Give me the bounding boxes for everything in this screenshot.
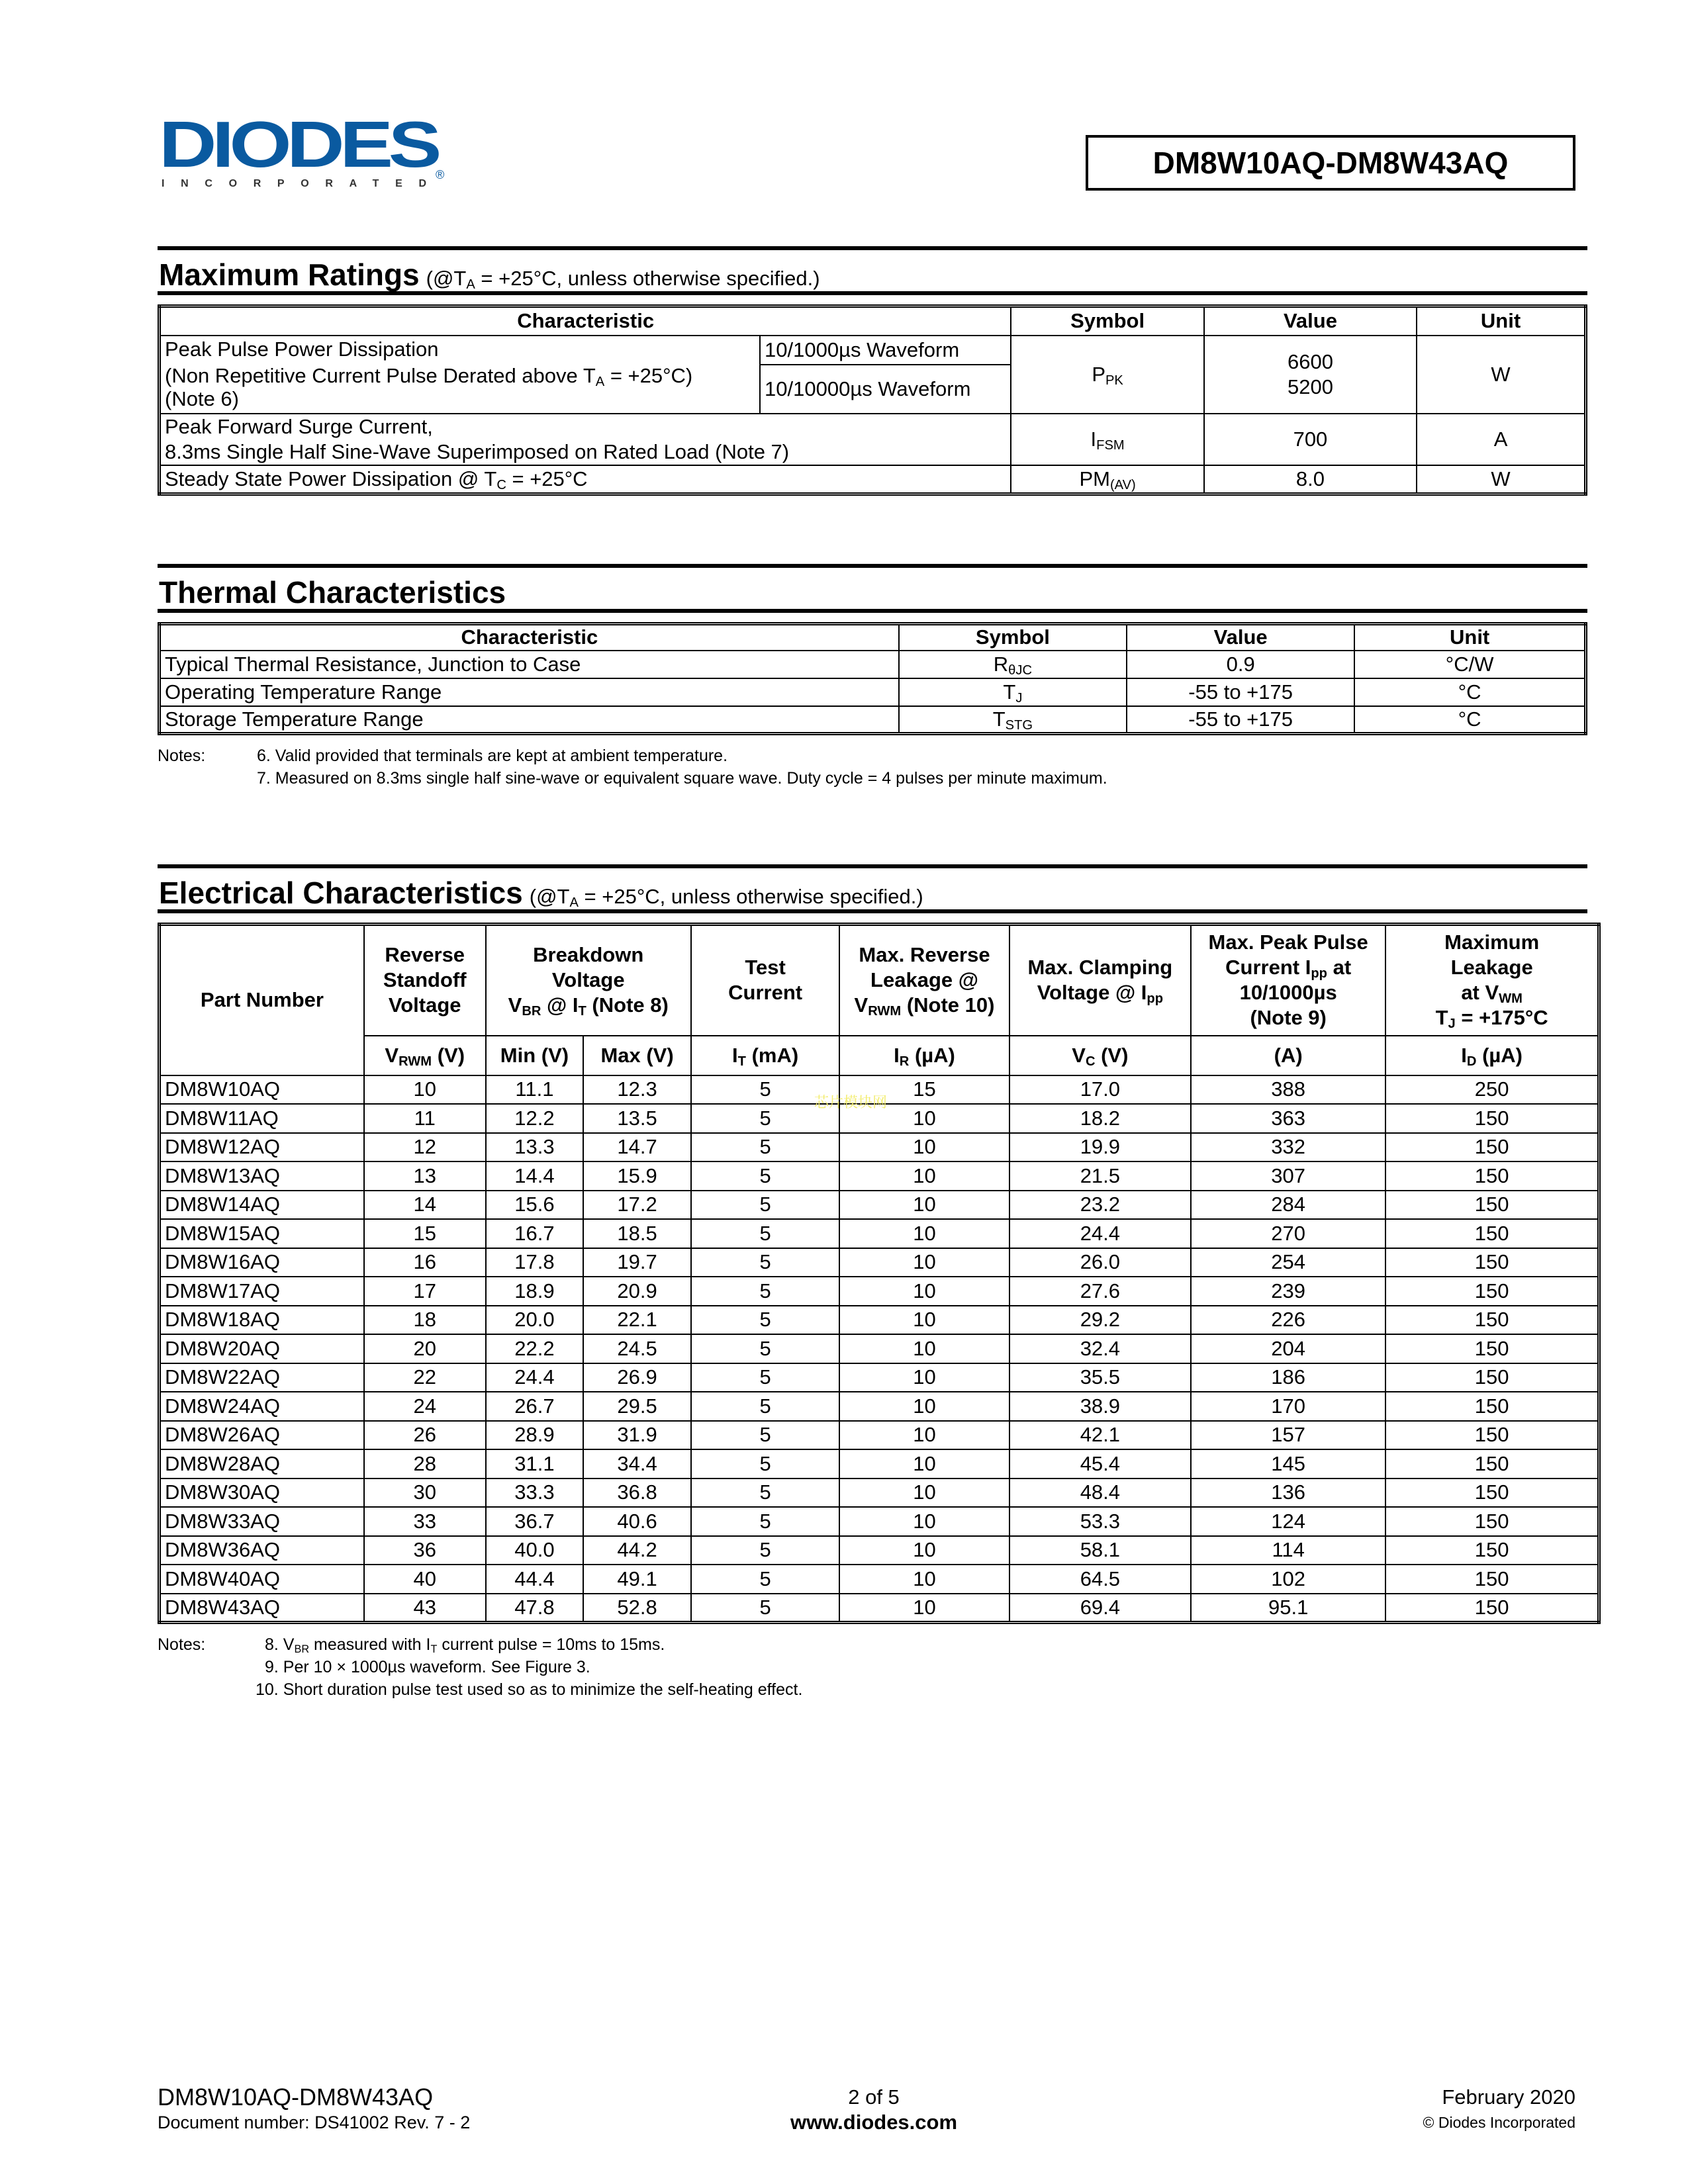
thermal-section bbox=[158, 564, 1587, 790]
max-ratings-title: Maximum Ratings bbox=[159, 257, 420, 292]
cell-unit: °C bbox=[1354, 706, 1585, 734]
cell-vc: 48.4 bbox=[1009, 1479, 1191, 1508]
cell-ir: 10 bbox=[839, 1161, 1009, 1191]
thermal-notes bbox=[158, 745, 1587, 790]
cell-vbr-min: 28.9 bbox=[486, 1421, 584, 1450]
cell-id: 150 bbox=[1385, 1334, 1599, 1363]
cell-ir: 10 bbox=[839, 1392, 1009, 1421]
electrical-heading bbox=[158, 868, 1587, 909]
cell-id: 150 bbox=[1385, 1104, 1599, 1133]
col-header-peak-pulse: Max. Peak Pulse Current $I_{pp}$ at 10/1000µs (Note 9) bbox=[1191, 925, 1385, 1036]
surge-characteristic: Peak Forward Surge Current, 8.3ms Single Half Sine-Wave Superimposed on Rated Load (Note 7) bbox=[160, 414, 1011, 465]
note-9: 9. Per 10 × 1000µs waveform. See Figure 3. bbox=[265, 1657, 590, 1676]
document-title: DM8W10AQ-DM8W43AQ bbox=[1152, 146, 1509, 180]
cell-ir: 10 bbox=[839, 1363, 1009, 1392]
cell-vc: 29.2 bbox=[1009, 1306, 1191, 1335]
cell-vbr-min: 18.9 bbox=[486, 1277, 584, 1306]
cell-vbr-max: 34.4 bbox=[583, 1449, 691, 1479]
footer-website[interactable]: www.diodes.com bbox=[790, 2111, 958, 2134]
cell-ipp: 114 bbox=[1191, 1536, 1385, 1565]
col-header-unit: Unit bbox=[1417, 306, 1585, 336]
cell-it: 5 bbox=[691, 1277, 839, 1306]
cell-ir: 10 bbox=[839, 1248, 1009, 1277]
cell-it: 5 bbox=[691, 1479, 839, 1508]
table-row bbox=[160, 1507, 1599, 1536]
cell-vc: 45.4 bbox=[1009, 1449, 1191, 1479]
cell-symbol: $T_J$ bbox=[899, 678, 1127, 706]
cell-it: 5 bbox=[691, 1421, 839, 1450]
cell-vbr-min: 15.6 bbox=[486, 1191, 584, 1220]
cell-it: 5 bbox=[691, 1133, 839, 1162]
cell-vbr-min: 26.7 bbox=[486, 1392, 584, 1421]
table-row bbox=[160, 1334, 1599, 1363]
cell-id: 150 bbox=[1385, 1594, 1599, 1623]
col-header-test-current: Test Current bbox=[691, 925, 839, 1036]
cell-vbr-max: 18.5 bbox=[583, 1219, 691, 1248]
cell-ipp: 124 bbox=[1191, 1507, 1385, 1536]
max-ratings-section bbox=[158, 246, 1587, 496]
cell-vbr-max: 14.7 bbox=[583, 1133, 691, 1162]
thermal-title: Thermal Characteristics bbox=[159, 575, 506, 610]
col-header-value: Value bbox=[1204, 306, 1417, 336]
cell-part-number: DM8W36AQ bbox=[160, 1536, 364, 1565]
table-row bbox=[160, 1133, 1599, 1162]
cell-vbr-min: 17.8 bbox=[486, 1248, 584, 1277]
cell-ir: 10 bbox=[839, 1277, 1009, 1306]
cell-part-number: DM8W13AQ bbox=[160, 1161, 364, 1191]
footer-doc-number: Document number: DS41002 Rev. 7 - 2 bbox=[158, 2113, 471, 2132]
cell-vbr-min: 14.4 bbox=[486, 1161, 584, 1191]
diodes-logo-graphic bbox=[159, 118, 450, 191]
cell-vrwm: 30 bbox=[364, 1479, 486, 1508]
cell-vrwm: 33 bbox=[364, 1507, 486, 1536]
electrical-condition: ($@T_A = +25^\circ C$, unless otherwise specified.) bbox=[529, 885, 923, 911]
footer-date: February 2020 bbox=[1442, 2085, 1575, 2109]
cell-vrwm: 43 bbox=[364, 1594, 486, 1623]
cell-vbr-min: 44.4 bbox=[486, 1565, 584, 1594]
electrical-title: Electrical Characteristics bbox=[159, 876, 523, 910]
unit-min: Min (V) bbox=[486, 1036, 584, 1075]
note-8: 8. $V_{BR}$ measured with $I_T$ current pulse = 10ms to 15ms. bbox=[265, 1635, 665, 1655]
cell-it: 5 bbox=[691, 1363, 839, 1392]
cell-ir: 10 bbox=[839, 1334, 1009, 1363]
logo-subtext: INCORPORATED bbox=[162, 178, 426, 189]
col-header-clamping: Max. Clamping Voltage @ $I_{pp}$ bbox=[1009, 925, 1191, 1036]
cell-it: 5 bbox=[691, 1161, 839, 1191]
cell-ir: 10 bbox=[839, 1536, 1009, 1565]
cell-id: 150 bbox=[1385, 1161, 1599, 1191]
unit-ir: $I_R$ (µA) bbox=[839, 1036, 1009, 1075]
cell-part-number: DM8W20AQ bbox=[160, 1334, 364, 1363]
cell-part-number: DM8W16AQ bbox=[160, 1248, 364, 1277]
cell-vbr-max: 17.2 bbox=[583, 1191, 691, 1220]
cell-it: 5 bbox=[691, 1104, 839, 1133]
peak-pulse-characteristic: Peak Pulse Power Dissipation (Non Repetitive Current Pulse Derated above $T_A = +25^\circ C$) (Note 6) bbox=[160, 336, 761, 414]
cell-it: 5 bbox=[691, 1075, 839, 1105]
electrical-table bbox=[158, 923, 1601, 1624]
cell-part-number: DM8W43AQ bbox=[160, 1594, 364, 1623]
table-row bbox=[160, 414, 1586, 465]
cell-id: 150 bbox=[1385, 1536, 1599, 1565]
cell-ipp: 307 bbox=[1191, 1161, 1385, 1191]
cell-id: 150 bbox=[1385, 1449, 1599, 1479]
cell-it: 5 bbox=[691, 1594, 839, 1623]
cell-ir: 10 bbox=[839, 1594, 1009, 1623]
cell-vbr-min: 33.3 bbox=[486, 1479, 584, 1508]
table-row bbox=[160, 651, 1586, 678]
cell-ipp: 332 bbox=[1191, 1133, 1385, 1162]
cell-id: 250 bbox=[1385, 1075, 1599, 1105]
cell-it: 5 bbox=[691, 1191, 839, 1220]
watermark-text: 芯片模块网 bbox=[814, 1094, 888, 1111]
cell-ipp: 226 bbox=[1191, 1306, 1385, 1335]
cell-ipp: 254 bbox=[1191, 1248, 1385, 1277]
cell-vc: 26.0 bbox=[1009, 1248, 1191, 1277]
cell-vbr-min: 40.0 bbox=[486, 1536, 584, 1565]
document-title-box bbox=[1086, 135, 1575, 191]
cell-ipp: 284 bbox=[1191, 1191, 1385, 1220]
cell-vrwm: 20 bbox=[364, 1334, 486, 1363]
cell-vrwm: 22 bbox=[364, 1363, 486, 1392]
cell-it: 5 bbox=[691, 1449, 839, 1479]
table-row bbox=[160, 336, 1586, 365]
cell-unit: °C bbox=[1354, 678, 1585, 706]
cell-vbr-max: 20.9 bbox=[583, 1277, 691, 1306]
cell-vbr-max: 44.2 bbox=[583, 1536, 691, 1565]
unit-max: Max (V) bbox=[583, 1036, 691, 1075]
unit-vc: $V_C$ (V) bbox=[1009, 1036, 1191, 1075]
footer-right bbox=[1423, 2085, 1575, 2135]
cell-id: 150 bbox=[1385, 1191, 1599, 1220]
cell-it: 5 bbox=[691, 1507, 839, 1536]
cell-ipp: 270 bbox=[1191, 1219, 1385, 1248]
note-7: 7. Measured on 8.3ms single half sine-wave or equivalent square wave. Duty cycle = 4 pulses per minute maximum. bbox=[257, 769, 1107, 788]
electrical-section bbox=[158, 864, 1587, 1701]
cell-vbr-max: 12.3 bbox=[583, 1075, 691, 1105]
cell-value: 0.9 bbox=[1127, 651, 1354, 678]
col-header-symbol: Symbol bbox=[899, 624, 1127, 651]
cell-part-number: DM8W24AQ bbox=[160, 1392, 364, 1421]
unit-ppk: W bbox=[1417, 336, 1585, 414]
cell-it: 5 bbox=[691, 1565, 839, 1594]
thermal-table bbox=[158, 622, 1587, 735]
cell-unit: °C/W bbox=[1354, 651, 1585, 678]
cell-vrwm: 10 bbox=[364, 1075, 486, 1105]
cell-part-number: DM8W30AQ bbox=[160, 1479, 364, 1508]
cell-ipp: 239 bbox=[1191, 1277, 1385, 1306]
waveform-1000: 10/1000µs Waveform bbox=[760, 336, 1011, 365]
cell-part-number: DM8W14AQ bbox=[160, 1191, 364, 1220]
cell-part-number: DM8W10AQ bbox=[160, 1075, 364, 1105]
table-row bbox=[160, 1421, 1599, 1450]
footer-left bbox=[158, 2085, 470, 2135]
cell-vbr-max: 49.1 bbox=[583, 1565, 691, 1594]
table-row bbox=[160, 1536, 1599, 1565]
cell-vbr-max: 22.1 bbox=[583, 1306, 691, 1335]
logo-wordmark: DIODES bbox=[159, 118, 440, 181]
cell-part-number: DM8W26AQ bbox=[160, 1421, 364, 1450]
cell-ipp: 170 bbox=[1191, 1392, 1385, 1421]
cell-part-number: DM8W11AQ bbox=[160, 1104, 364, 1133]
waveform-10000: 10/10000µs Waveform bbox=[760, 365, 1011, 414]
cell-it: 5 bbox=[691, 1219, 839, 1248]
cell-ipp: 157 bbox=[1191, 1421, 1385, 1450]
cell-vbr-max: 26.9 bbox=[583, 1363, 691, 1392]
unit-id: $I_D$ (µA) bbox=[1385, 1036, 1599, 1075]
table-row bbox=[160, 1306, 1599, 1335]
cell-id: 150 bbox=[1385, 1392, 1599, 1421]
unit-vrwm: $V_{RWM}$ (V) bbox=[364, 1036, 486, 1075]
cell-characteristic: Operating Temperature Range bbox=[160, 678, 899, 706]
col-header-part-number: Part Number bbox=[160, 925, 364, 1075]
col-header-reverse-leakage: Max. Reverse Leakage @ $V_{RWM}$ (Note 10) bbox=[839, 925, 1009, 1036]
cell-symbol: $T_{STG}$ bbox=[899, 706, 1127, 734]
cell-ir: 10 bbox=[839, 1479, 1009, 1508]
cell-vc: 69.4 bbox=[1009, 1594, 1191, 1623]
table-row bbox=[160, 1479, 1599, 1508]
col-header-characteristic: Characteristic bbox=[160, 306, 1011, 336]
cell-vbr-min: 11.1 bbox=[486, 1075, 584, 1105]
table-row bbox=[160, 1277, 1599, 1306]
table-header-row bbox=[160, 925, 1599, 1036]
symbol-pm-av: $PM_{(AV)}$ bbox=[1011, 465, 1203, 494]
cell-vrwm: 36 bbox=[364, 1536, 486, 1565]
cell-vbr-max: 24.5 bbox=[583, 1334, 691, 1363]
table-row bbox=[160, 1449, 1599, 1479]
col-header-breakdown: Breakdown Voltage $V_{BR}$ @ $I_T$ (Note 8) bbox=[486, 925, 691, 1036]
cell-vbr-max: 31.9 bbox=[583, 1421, 691, 1450]
cell-vbr-min: 47.8 bbox=[486, 1594, 584, 1623]
cell-vrwm: 26 bbox=[364, 1421, 486, 1450]
cell-value: -55 to +175 bbox=[1127, 706, 1354, 734]
thermal-heading bbox=[158, 568, 1587, 609]
cell-ipp: 186 bbox=[1191, 1363, 1385, 1392]
cell-vc: 58.1 bbox=[1009, 1536, 1191, 1565]
cell-vbr-max: 36.8 bbox=[583, 1479, 691, 1508]
notes-label: Notes: bbox=[158, 1635, 206, 1654]
table-row bbox=[160, 1594, 1599, 1623]
table-header-row bbox=[160, 306, 1586, 336]
cell-vbr-min: 24.4 bbox=[486, 1363, 584, 1392]
footer-part-range: DM8W10AQ-DM8W43AQ bbox=[158, 2083, 434, 2111]
cell-vrwm: 24 bbox=[364, 1392, 486, 1421]
cell-ipp: 95.1 bbox=[1191, 1594, 1385, 1623]
cell-vrwm: 12 bbox=[364, 1133, 486, 1162]
cell-id: 150 bbox=[1385, 1565, 1599, 1594]
col-header-unit: Unit bbox=[1354, 624, 1585, 651]
cell-vc: 23.2 bbox=[1009, 1191, 1191, 1220]
symbol-ifsm: $I_{FSM}$ bbox=[1011, 414, 1203, 465]
cell-it: 5 bbox=[691, 1392, 839, 1421]
cell-vc: 19.9 bbox=[1009, 1133, 1191, 1162]
cell-id: 150 bbox=[1385, 1248, 1599, 1277]
cell-id: 150 bbox=[1385, 1133, 1599, 1162]
col-header-max-leakage: Maximum Leakage at $V_{WM}$ $T_J = +175^\circ C$ bbox=[1385, 925, 1599, 1036]
cell-vrwm: 14 bbox=[364, 1191, 486, 1220]
cell-ir: 10 bbox=[839, 1104, 1009, 1133]
cell-ipp: 388 bbox=[1191, 1075, 1385, 1105]
cell-vc: 17.0 bbox=[1009, 1075, 1191, 1105]
units-row bbox=[160, 1036, 1599, 1075]
cell-id: 150 bbox=[1385, 1277, 1599, 1306]
cell-vc: 35.5 bbox=[1009, 1363, 1191, 1392]
col-header-value: Value bbox=[1127, 624, 1354, 651]
cell-vbr-max: 52.8 bbox=[583, 1594, 691, 1623]
cell-ipp: 136 bbox=[1191, 1479, 1385, 1508]
cell-vbr-min: 22.2 bbox=[486, 1334, 584, 1363]
cell-ipp: 204 bbox=[1191, 1334, 1385, 1363]
cell-ir: 10 bbox=[839, 1306, 1009, 1335]
cell-part-number: DM8W33AQ bbox=[160, 1507, 364, 1536]
cell-vbr-max: 29.5 bbox=[583, 1392, 691, 1421]
cell-part-number: DM8W40AQ bbox=[160, 1565, 364, 1594]
cell-vrwm: 15 bbox=[364, 1219, 486, 1248]
cell-part-number: DM8W28AQ bbox=[160, 1449, 364, 1479]
note-10: 10. Short duration pulse test used so as to minimize the self-heating effect. bbox=[256, 1680, 803, 1699]
col-header-characteristic: Characteristic bbox=[160, 624, 899, 651]
cell-vbr-min: 13.3 bbox=[486, 1133, 584, 1162]
footer-copyright: © Diodes Incorporated bbox=[1423, 2114, 1575, 2131]
cell-ir: 10 bbox=[839, 1449, 1009, 1479]
registered-mark: ® bbox=[436, 168, 445, 181]
cell-ipp: 102 bbox=[1191, 1565, 1385, 1594]
cell-vrwm: 28 bbox=[364, 1449, 486, 1479]
cell-part-number: DM8W17AQ bbox=[160, 1277, 364, 1306]
table-row bbox=[160, 1191, 1599, 1220]
cell-vbr-min: 20.0 bbox=[486, 1306, 584, 1335]
max-ratings-table bbox=[158, 304, 1587, 496]
cell-vrwm: 40 bbox=[364, 1565, 486, 1594]
cell-vrwm: 18 bbox=[364, 1306, 486, 1335]
cell-it: 5 bbox=[691, 1306, 839, 1335]
col-header-standoff: Reverse Standoff Voltage bbox=[364, 925, 486, 1036]
max-ratings-heading bbox=[158, 250, 1587, 291]
table-row bbox=[160, 1392, 1599, 1421]
cell-part-number: DM8W18AQ bbox=[160, 1306, 364, 1335]
cell-vrwm: 16 bbox=[364, 1248, 486, 1277]
note-6: 6. Valid provided that terminals are kept at ambient temperature. bbox=[257, 747, 728, 765]
cell-vbr-max: 19.7 bbox=[583, 1248, 691, 1277]
cell-vrwm: 11 bbox=[364, 1104, 486, 1133]
cell-characteristic: Storage Temperature Range bbox=[160, 706, 899, 734]
cell-vbr-min: 36.7 bbox=[486, 1507, 584, 1536]
cell-id: 150 bbox=[1385, 1219, 1599, 1248]
cell-id: 150 bbox=[1385, 1421, 1599, 1450]
value-ifsm: 700 bbox=[1204, 414, 1417, 465]
cell-ipp: 145 bbox=[1191, 1449, 1385, 1479]
table-row bbox=[160, 706, 1586, 734]
cell-vc: 18.2 bbox=[1009, 1104, 1191, 1133]
cell-vbr-min: 12.2 bbox=[486, 1104, 584, 1133]
cell-part-number: DM8W15AQ bbox=[160, 1219, 364, 1248]
cell-ir: 10 bbox=[839, 1219, 1009, 1248]
table-row bbox=[160, 1363, 1599, 1392]
cell-vc: 42.1 bbox=[1009, 1421, 1191, 1450]
value-ppk: 6600 5200 bbox=[1204, 336, 1417, 414]
cell-ir: 10 bbox=[839, 1191, 1009, 1220]
cell-vbr-max: 15.9 bbox=[583, 1161, 691, 1191]
cell-vc: 64.5 bbox=[1009, 1565, 1191, 1594]
notes-label: Notes: bbox=[158, 747, 206, 765]
footer-center bbox=[728, 2085, 1019, 2135]
value-pm-av: 8.0 bbox=[1204, 465, 1417, 494]
table-row bbox=[160, 1565, 1599, 1594]
cell-vc: 32.4 bbox=[1009, 1334, 1191, 1363]
cell-vbr-min: 31.1 bbox=[486, 1449, 584, 1479]
cell-vc: 38.9 bbox=[1009, 1392, 1191, 1421]
cell-id: 150 bbox=[1385, 1479, 1599, 1508]
cell-ipp: 363 bbox=[1191, 1104, 1385, 1133]
cell-characteristic: Typical Thermal Resistance, Junction to Case bbox=[160, 651, 899, 678]
cell-ir: 10 bbox=[839, 1133, 1009, 1162]
cell-part-number: DM8W22AQ bbox=[160, 1363, 364, 1392]
table-row bbox=[160, 1161, 1599, 1191]
cell-vc: 27.6 bbox=[1009, 1277, 1191, 1306]
table-row bbox=[160, 1219, 1599, 1248]
cell-part-number: DM8W12AQ bbox=[160, 1133, 364, 1162]
cell-ir: 10 bbox=[839, 1507, 1009, 1536]
unit-ifsm: A bbox=[1417, 414, 1585, 465]
cell-vbr-max: 13.5 bbox=[583, 1104, 691, 1133]
col-header-symbol: Symbol bbox=[1011, 306, 1203, 336]
table-header-row bbox=[160, 624, 1586, 651]
steady-state-characteristic: Steady State Power Dissipation @ $T_C = +25^\circ C$ bbox=[160, 465, 1011, 494]
table-row bbox=[160, 465, 1586, 494]
cell-id: 150 bbox=[1385, 1306, 1599, 1335]
cell-it: 5 bbox=[691, 1248, 839, 1277]
unit-it: $I_T$ (mA) bbox=[691, 1036, 839, 1075]
cell-vbr-max: 40.6 bbox=[583, 1507, 691, 1536]
cell-ir: 10 bbox=[839, 1421, 1009, 1450]
symbol-ppk: $P_{PK}$ bbox=[1011, 336, 1203, 414]
diodes-logo bbox=[159, 118, 450, 191]
table-row bbox=[160, 678, 1586, 706]
cell-it: 5 bbox=[691, 1536, 839, 1565]
cell-vrwm: 17 bbox=[364, 1277, 486, 1306]
max-ratings-condition: ($@T_A = +25^\circ C$, unless otherwise specified.) bbox=[426, 267, 820, 293]
electrical-notes bbox=[158, 1633, 1587, 1701]
unit-ipp: (A) bbox=[1191, 1036, 1385, 1075]
cell-id: 150 bbox=[1385, 1507, 1599, 1536]
cell-ir: 15 bbox=[839, 1075, 1009, 1105]
cell-symbol: $R_{\theta JC}$ bbox=[899, 651, 1127, 678]
cell-value: -55 to +175 bbox=[1127, 678, 1354, 706]
cell-vrwm: 13 bbox=[364, 1161, 486, 1191]
cell-it: 5 bbox=[691, 1334, 839, 1363]
cell-vc: 53.3 bbox=[1009, 1507, 1191, 1536]
footer-page: 2 of 5 bbox=[848, 2085, 900, 2109]
electrical-table-body bbox=[160, 1075, 1599, 1623]
cell-ir: 10 bbox=[839, 1565, 1009, 1594]
cell-vc: 24.4 bbox=[1009, 1219, 1191, 1248]
cell-vc: 21.5 bbox=[1009, 1161, 1191, 1191]
cell-vbr-min: 16.7 bbox=[486, 1219, 584, 1248]
table-row bbox=[160, 1248, 1599, 1277]
cell-id: 150 bbox=[1385, 1363, 1599, 1392]
unit-pm-av: W bbox=[1417, 465, 1585, 494]
